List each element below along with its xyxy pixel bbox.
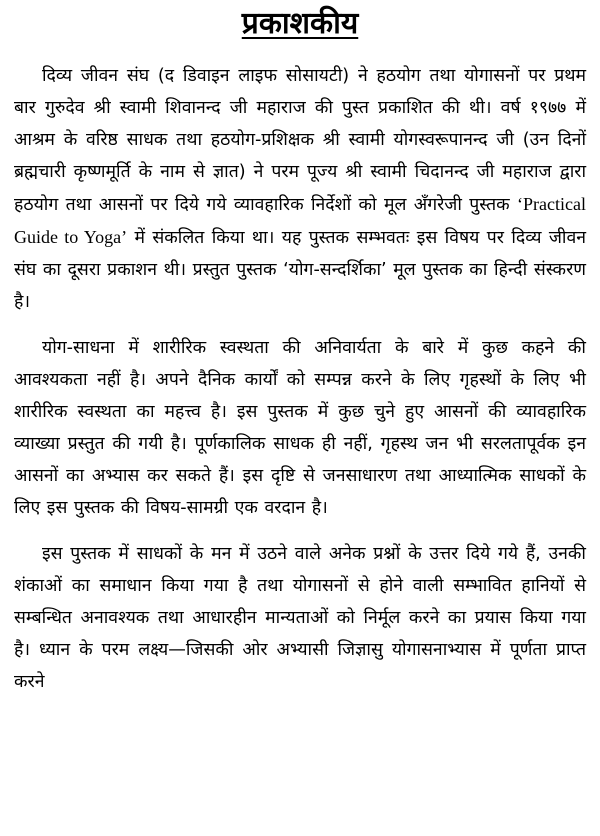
page-title: प्रकाशकीय bbox=[241, 6, 359, 41]
paragraph-1-text-after: में संकलित किया था। यह पुस्तक सम्भवतः इस विषय पर दिव्य जीवन संघ का दूसरा प्रकाशन थी। प्रस्तुत पुस्तक ‘योग-सन्दर्शिका’ मूल पुस्तक का हिन्दी संस्करण है। bbox=[14, 228, 586, 312]
paragraph-2: योग-साधना में शारीरिक स्वस्थता की अनिवार्यता के बारे में कुछ कहने की आवश्यकता नहीं है। अपने दैनिक कार्यों को सम्पन्न करने के लिए गृहस्थों के लिए भी शारीरिक स्वस्थता का महत्त्व है। इस पुस्तक में कुछ चुने हुए आसनों की व्यावहारिक व्याख्या प्रस्तुत की गयी है। पूर्णकालिक साधक ही नहीं, गृहस्थ जन भी सरलतापूर्वक इन आसनों का अभ्यास कर सकते हैं। इस दृष्टि से जनसाधारण तथा आध्यात्मिक साधकों के लिए इस पुस्तक की विषय-सामग्री एक वरदान है। bbox=[14, 338, 586, 518]
paragraph-1-text-before: दिव्य जीवन संघ (द डिवाइन लाइफ सोसायटी) ने हठयोग तथा योगासनों पर प्रथम बार गुरुदेव श्री स्वामी शिवानन्द जी महाराज की पुस्त प्रकाशित की थी। वर्ष १९७७ में आश्रम के वरिष्ठ साधक तथा हठयोग-प्रशिक्षक श्री स्वामी योगस्वरूपानन्द जी (उन दिनों ब्रह्मचारी कृष्णमूर्ति के नाम से ज्ञात) ने परम पूज्य श्री स्वामी चिदानन्द जी महाराज द्वारा हठयोग तथा आसनों पर दिये गये व्यावहारिक निर्देशों को मूल अँगरेजी पुस्तक bbox=[14, 66, 586, 215]
paragraph-3: इस पुस्तक में साधकों के मन में उठने वाले अनेक प्रश्नों के उत्तर दिये गये हैं, उनकी शंकाओं का समाधान किया गया है तथा योगासनों से होने वाली सम्भावित हानियों से सम्बन्धित अनावश्यक तथा आधारहीन मान्यताओं को निर्मूल करने का प्रयास किया गया है। ध्यान के परम लक्ष्य—जिसकी ओर अभ्यासी जिज्ञासु योगासनाभ्यास में पूर्णता प्राप्त करने bbox=[14, 544, 586, 692]
paragraph-1 bbox=[14, 60, 586, 318]
english-book-title: ‘Practical Guide to Yoga’ bbox=[14, 194, 586, 247]
